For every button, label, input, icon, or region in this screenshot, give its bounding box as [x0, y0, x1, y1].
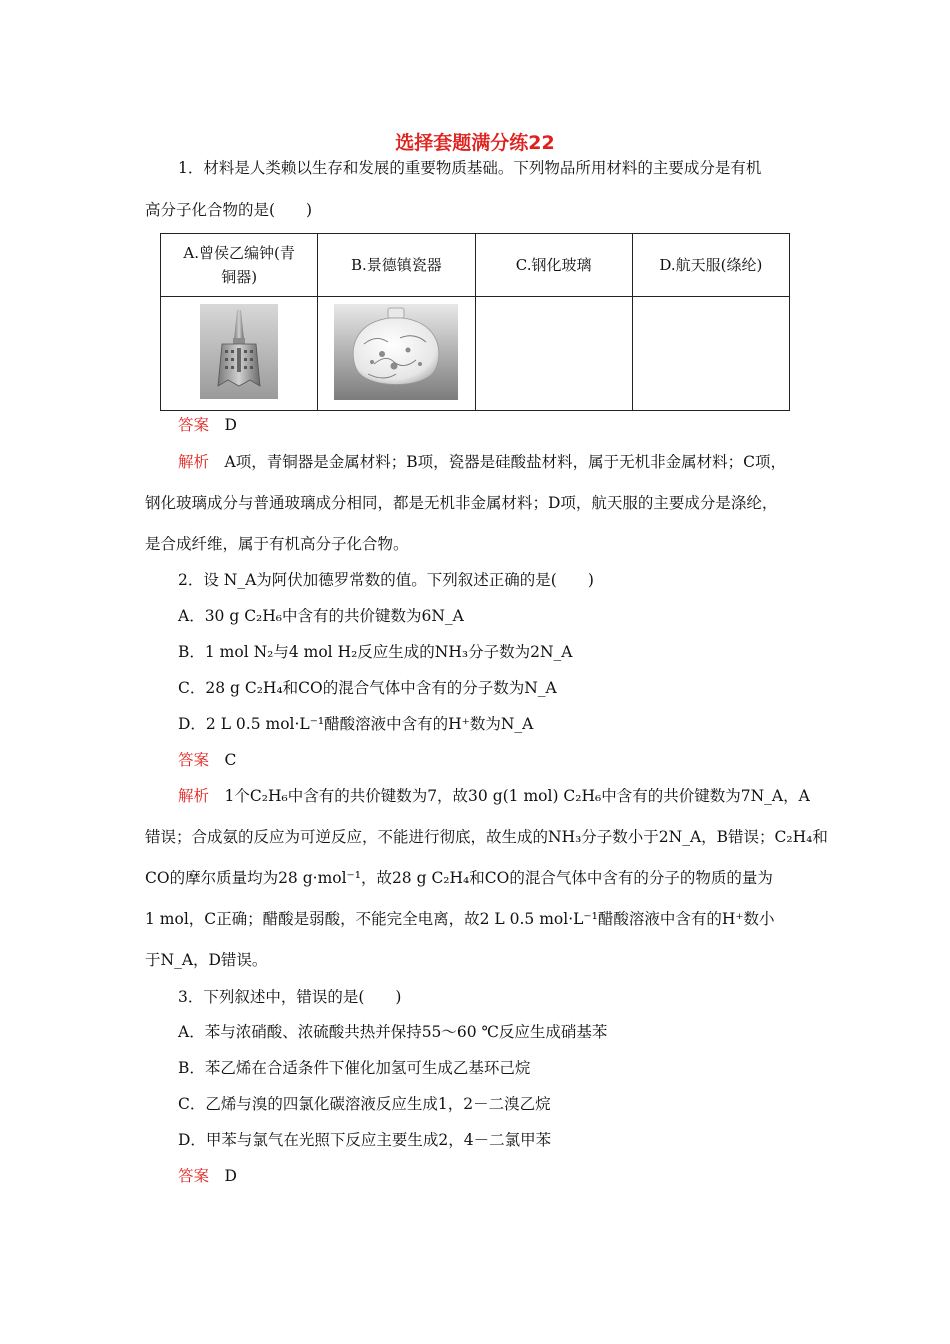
option-c-image-cell	[475, 297, 632, 411]
q2-option-b: B．1 mol N₂与4 mol H₂反应生成的NH₃分子数为2N_A	[178, 643, 573, 661]
q2-analysis-line-2: 错误；合成氨的反应为可逆反应，不能进行彻底，故生成的NH₃分子数小于2N_A，B错误；C₂H₄和	[145, 828, 828, 846]
q1-analysis-line-3: 是合成纤维，属于有机高分子化合物。	[145, 535, 409, 553]
bronze-bell-image	[200, 304, 278, 399]
q2-analysis-line-1: 解析 1个C₂H₆中含有的共价键数为7，故30 g(1 mol) C₂H₆中含有的共价键数为7N_A，A	[178, 787, 810, 805]
q2-analysis-line-4: 1 mol，C正确；醋酸是弱酸，不能完全电离，故2 L 0.5 mol·L⁻¹醋酸溶液中含有的H⁺数小	[145, 910, 775, 928]
q3-option-c: C．乙烯与溴的四氯化碳溶液反应生成1，2－二溴乙烷	[178, 1095, 551, 1113]
q1-analysis-line-1: 解析 A项，青铜器是金属材料；B项，瓷器是硅酸盐材料，属于无机非金属材料；C项，	[178, 453, 786, 471]
q3-option-b: B．苯乙烯在合适条件下催化加氢可生成乙基环己烷	[178, 1059, 531, 1077]
q1-analysis-line-2: 钢化玻璃成分与普通玻璃成分相同，都是无机非金属材料；D项，航天服的主要成分是涤纶，	[145, 494, 778, 512]
q2-analysis-line-5: 于N_A，D错误。	[145, 951, 268, 969]
page-title: 选择套题满分练22	[395, 132, 555, 154]
q1-options-table	[160, 233, 790, 411]
option-a-label: A.曾侯乙编钟(青 铜器)	[161, 234, 318, 297]
q2-stem: 2．设 N_A为阿伏加德罗常数的值。下列叙述正确的是( )	[178, 571, 594, 589]
option-a-image-cell	[161, 297, 318, 411]
porcelain-vase-image	[334, 304, 458, 400]
option-d-label: D.航天服(绦纶)	[632, 234, 789, 297]
q2-analysis-line-3: CO的摩尔质量均为28 g·mol⁻¹，故28 g C₂H₄和CO的混合气体中含有的分子的物质的量为	[145, 869, 773, 887]
q3-option-d: D．甲苯与氯气在光照下反应主要生成2，4－二氯甲苯	[178, 1131, 552, 1149]
option-b-label: B.景德镇瓷器	[318, 234, 475, 297]
option-c-label: C.钢化玻璃	[475, 234, 632, 297]
q3-stem: 3．下列叙述中，错误的是( )	[178, 988, 402, 1006]
q2-option-a: A．30 g C₂H₆中含有的共价键数为6N_A	[178, 607, 464, 625]
option-d-image-cell	[632, 297, 789, 411]
q1-stem-line-1: 1．材料是人类赖以生存和发展的重要物质基础。下列物品所用材料的主要成分是有机	[178, 159, 762, 177]
q1-stem-line-2: 高分子化合物的是( )	[145, 201, 313, 219]
q1-answer: 答案 D	[178, 416, 237, 434]
q2-option-d: D．2 L 0.5 mol·L⁻¹醋酸溶液中含有的H⁺数为N_A	[178, 715, 534, 733]
option-b-image-cell	[318, 297, 475, 411]
q3-answer: 答案 D	[178, 1167, 237, 1185]
q3-option-a: A．苯与浓硝酸、浓硫酸共热并保持55～60 ℃反应生成硝基苯	[178, 1023, 608, 1041]
q2-answer: 答案 C	[178, 751, 237, 769]
q2-option-c: C．28 g C₂H₄和CO的混合气体中含有的分子数为N_A	[178, 679, 557, 697]
